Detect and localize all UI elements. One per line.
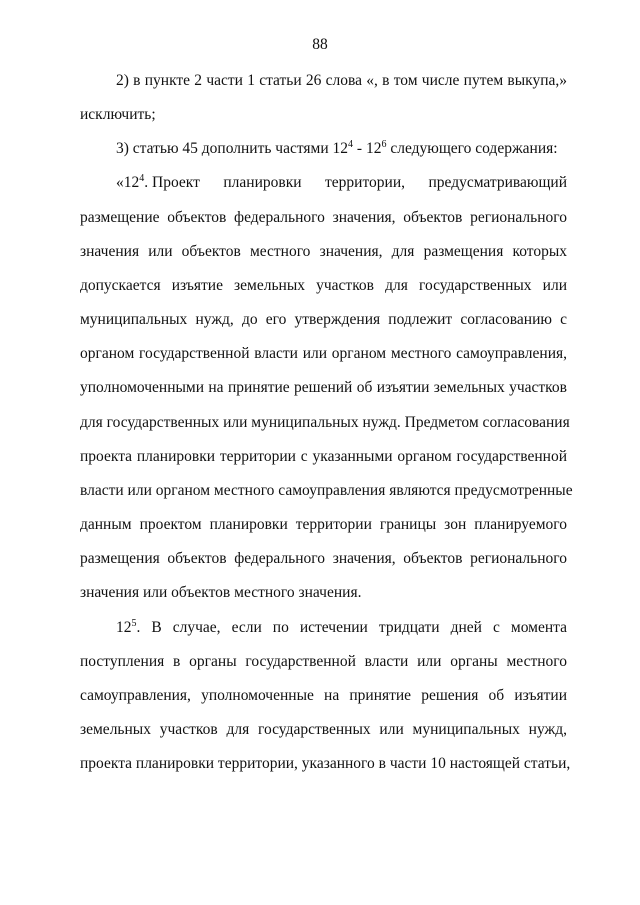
- text-line: $12^5$. В случае, если по истечении тридцати дней с момента: [116, 617, 567, 636]
- text-line: для государственных или муниципальных нужд. Предметом согласования: [80, 413, 570, 431]
- paragraph-item-3: [80, 132, 567, 166]
- text-line: размещение объектов федерального значения, объектов регионального: [80, 208, 567, 226]
- text-line: допускается изъятие земельных участков для государственных или: [80, 276, 567, 294]
- text-line: проекта планировки территории, указанного в части 10 настоящей статьи,: [80, 755, 571, 773]
- text-line: 2) в пункте 2 части 1 статьи 26 слова «, в том числе путем выкупа,»: [116, 72, 567, 89]
- paragraph-item-2: [80, 64, 567, 132]
- text-line: муниципальных нужд, до его утверждения подлежит согласованию с: [80, 311, 567, 329]
- text-line: исключить;: [80, 106, 156, 124]
- text-line: размещения объектов федерального значения, объектов регионального: [80, 550, 567, 568]
- text-line: поступления в органы государственной власти или органы местного: [80, 652, 567, 670]
- text-line: власти или органом местного самоуправления являются предусмотренные: [80, 481, 573, 499]
- text-line: земельных участков для государственных или муниципальных нужд,: [80, 720, 567, 738]
- text-line: 3) статью 45 дополнить частями $12^4 - 12^6$ следующего содержания:: [116, 139, 558, 158]
- text-line: органом государственной власти или органом местного самоуправления,: [80, 345, 567, 363]
- text-line: данным проектом планировки территории границы зон планируемого: [80, 516, 567, 534]
- text-line: уполномоченными на принятие решений об изъятии земельных участков: [80, 379, 567, 397]
- paragraph-part-12-5: [80, 611, 571, 782]
- page-number: 88: [312, 36, 328, 53]
- text-line: самоуправления, уполномоченные на принятие решения об изъятии: [80, 686, 567, 704]
- paragraph-part-12-4: [80, 166, 573, 610]
- text-line: «$12^4$. Проект планировки территории, предусматривающий: [116, 173, 567, 192]
- text-line: значения или объектов местного значения, для размещения которых: [80, 242, 567, 260]
- document-body: [80, 64, 573, 781]
- text-line: проекта планировки территории с указанными органом государственной: [80, 447, 567, 465]
- text-line: значения или объектов местного значения.: [80, 584, 362, 602]
